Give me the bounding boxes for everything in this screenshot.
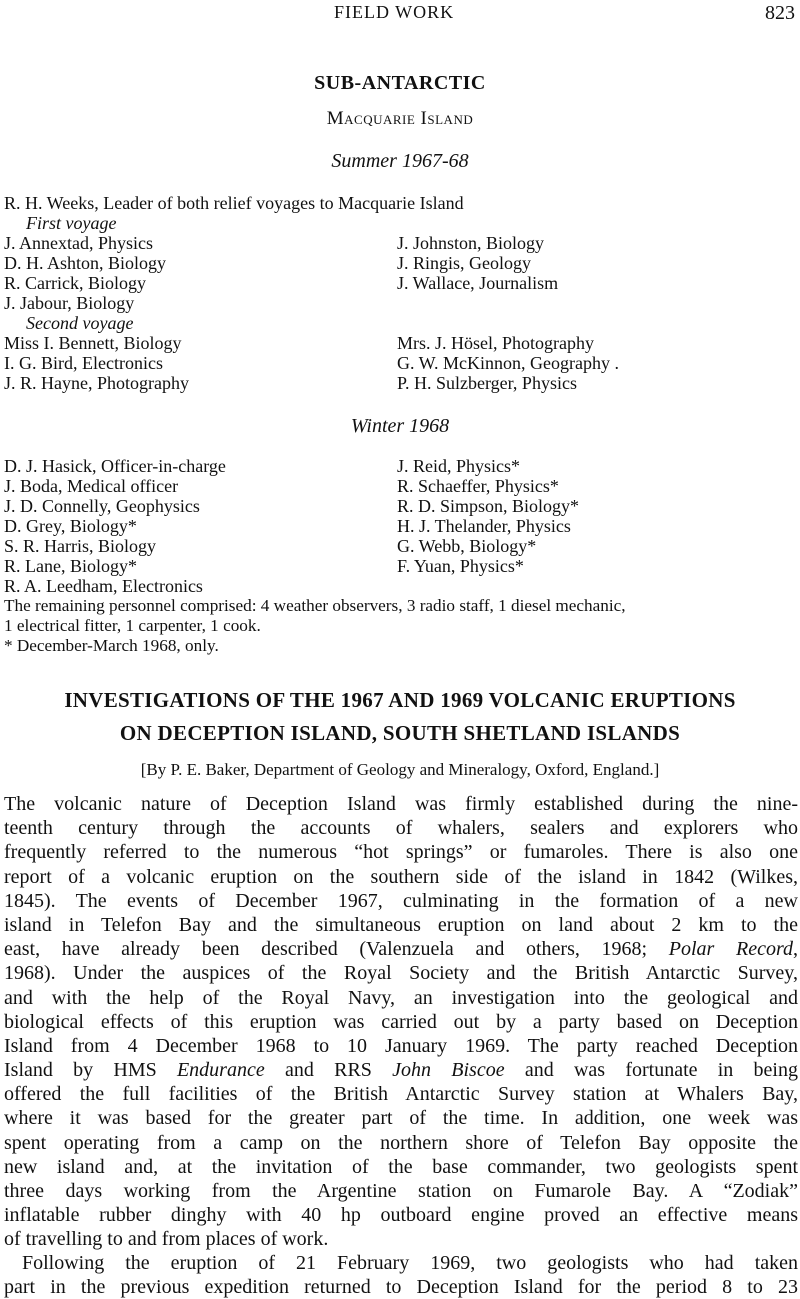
personnel-entry: D. Grey, Biology*: [4, 516, 137, 536]
personnel-entry: J. Ringis, Geology: [397, 253, 532, 273]
summer-heading: Summer 1967-68: [331, 150, 469, 172]
personnel-note: The remaining personnel comprised: 4 weather observers, 3 radio staff, 1 diesel mechanic,: [4, 596, 626, 615]
leader-line: R. H. Weeks, Leader of both relief voyages to Macquarie Island: [4, 193, 464, 213]
personnel-entry: J. Boda, Medical officer: [4, 476, 179, 496]
personnel-entry: D. H. Ashton, Biology: [4, 253, 167, 273]
personnel-entry: R. D. Simpson, Biology*: [397, 496, 580, 516]
text-line: teenth century through the accounts of whalers, sealers and explorers who: [4, 817, 798, 840]
second-voyage-label: Second voyage: [26, 313, 134, 333]
first-voyage-label: First voyage: [26, 213, 117, 233]
personnel-entry: F. Yuan, Physics*: [397, 556, 524, 576]
personnel-entry: J. Johnston, Biology: [397, 233, 545, 253]
section-subtitle: Macquarie Island: [326, 108, 474, 129]
personnel-entry: J. D. Connelly, Geophysics: [4, 496, 200, 516]
text-line: new island and, at the invitation of the base commander, two geologists spent: [4, 1155, 798, 1178]
section-title: SUB-ANTARCTIC: [314, 72, 486, 94]
page-number: 823: [765, 2, 795, 24]
personnel-entry: J. Wallace, Journalism: [397, 273, 559, 293]
personnel-entry: J. Annextad, Physics: [4, 233, 154, 253]
footnote: * December-March 1968, only.: [4, 636, 219, 655]
personnel-entry: J. Jabour, Biology: [4, 293, 135, 313]
article-title-line: ON DECEPTION ISLAND, SOUTH SHETLAND ISLANDS: [119, 721, 681, 745]
personnel-entry: D. J. Hasick, Officer-in-charge: [4, 456, 226, 476]
body-paragraph: [4, 1251, 798, 1299]
winter-heading: Winter 1968: [350, 415, 450, 437]
personnel-entry: Mrs. J. Hösel, Photography: [397, 333, 594, 353]
running-title: FIELD WORK: [334, 2, 455, 22]
text-line: three days working from the Argentine station on Fumarole Bay. A “Zodiak”: [4, 1180, 798, 1202]
text-line: spent operating from a camp on the northern shore of Telefon Bay opposite the: [4, 1131, 798, 1154]
article-title-line: INVESTIGATIONS OF THE 1967 AND 1969 VOLCANIC ERUPTIONS: [64, 688, 736, 712]
personnel-entry: R. Schaeffer, Physics*: [397, 476, 559, 496]
personnel-entry: S. R. Harris, Biology: [4, 536, 157, 556]
personnel-entry: J. R. Hayne, Photography: [4, 373, 189, 393]
text-line: 1845). The events of December 1967, culminating in the formation of a new: [4, 889, 798, 912]
personnel-entry: G. W. McKinnon, Geography .: [397, 353, 619, 373]
personnel-entry: Miss I. Bennett, Biology: [4, 333, 182, 353]
text-line: inflatable rubber dinghy with 40 hp outboard engine proved an effective means: [4, 1204, 798, 1227]
personnel-entry: G. Webb, Biology*: [397, 536, 537, 556]
text-line: part in the previous expedition returned to Deception Island for the period 8 to 23: [4, 1276, 798, 1299]
text-line: Following the eruption of 21 February 1969, two geologists who had taken: [22, 1252, 798, 1274]
personnel-entry: J. Reid, Physics*: [397, 456, 521, 476]
text-line: biological effects of this eruption was carried out by a party based on Deception: [4, 1010, 798, 1033]
text-line: The volcanic nature of Deception Island was firmly established during the nine-: [4, 793, 798, 815]
text-line: offered the full facilities of the British Antarctic Survey station at Whalers Bay,: [4, 1083, 798, 1106]
text-line: island in Telefon Bay and the simultaneous eruption on land about 2 km to the: [4, 913, 798, 936]
personnel-entry: R. A. Leedham, Electronics: [4, 576, 203, 596]
personnel-note: 1 electrical fitter, 1 carpenter, 1 cook.: [4, 616, 261, 635]
personnel-entry: I. G. Bird, Electronics: [4, 353, 163, 373]
text-line: Island by HMS Endurance and RRS John Biscoe and was fortunate in being: [4, 1059, 798, 1082]
text-line: and with the help of the Royal Navy, an investigation into the geological and: [4, 986, 798, 1009]
personnel-entry: H. J. Thelander, Physics: [397, 516, 571, 536]
body-paragraph: [4, 792, 798, 1252]
text-line: 1968). Under the auspices of the Royal Society and the British Antarctic Survey,: [4, 962, 798, 985]
personnel-entry: R. Carrick, Biology: [4, 273, 146, 293]
text-line: where it was based for the greater part of the time. In addition, one week was: [4, 1107, 798, 1130]
text-line: east, have already been described (Valenzuela and others, 1968; Polar Record,: [4, 938, 798, 961]
text-line: Island from 4 December 1968 to 10 January 1969. The party reached Deception: [4, 1034, 798, 1057]
text-line: of travelling to and from places of work.: [4, 1228, 329, 1251]
personnel-entry: R. Lane, Biology*: [4, 556, 137, 576]
running-header: [0, 2, 800, 28]
byline: [By P. E. Baker, Department of Geology and Mineralogy, Oxford, England.]: [140, 760, 660, 779]
personnel-entry: P. H. Sulzberger, Physics: [397, 373, 577, 393]
text-line: frequently referred to the numerous “hot springs” or fumaroles. There is also one: [4, 841, 798, 864]
text-line: report of a volcanic eruption on the southern side of the island in 1842 (Wilkes,: [4, 865, 798, 888]
